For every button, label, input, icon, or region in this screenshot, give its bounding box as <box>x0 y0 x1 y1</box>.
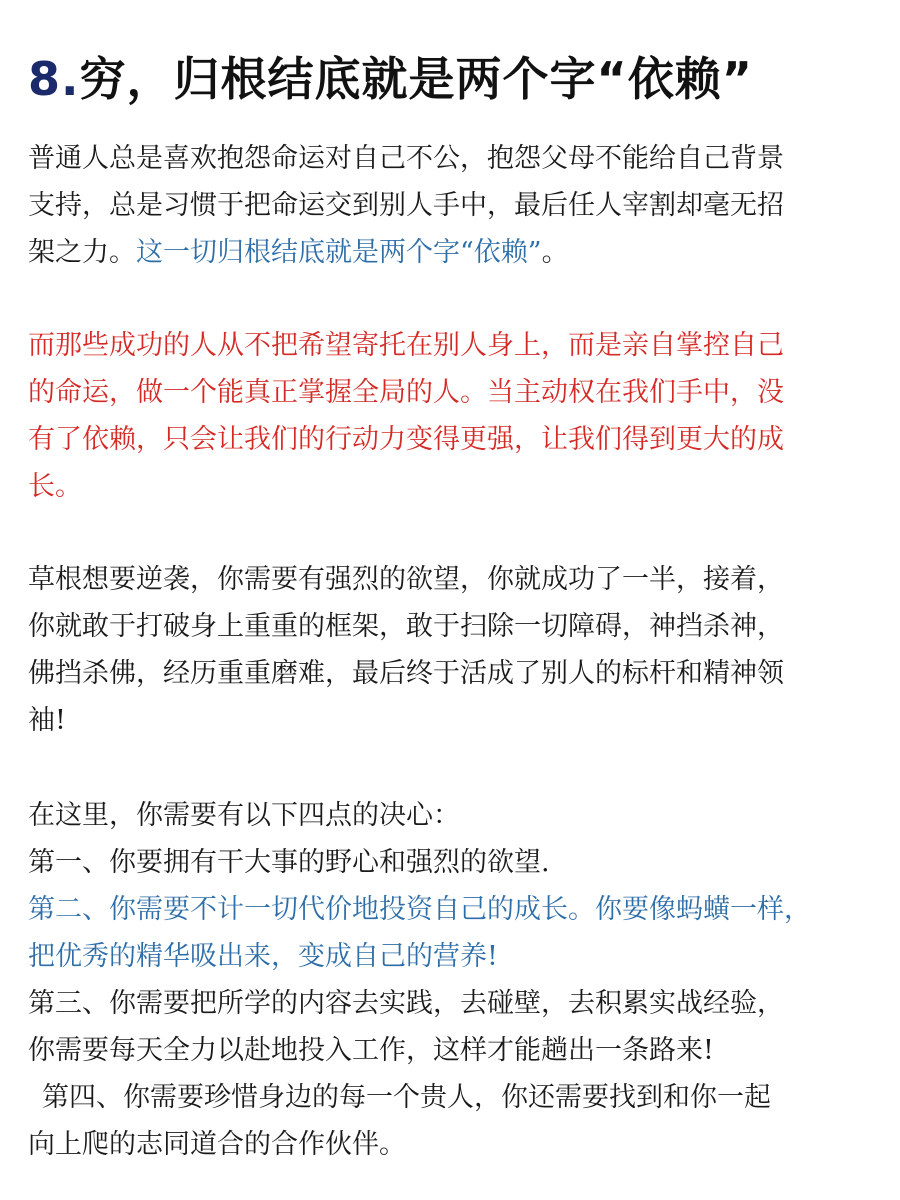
points-intro: 在这里，你需要有以下四点的决心： <box>28 800 460 831</box>
paragraph-line: 有了依赖，只会让我们的行动力变得更强，让我们得到更大的成 <box>28 424 784 455</box>
point-one: 第一、你要拥有干大事的野心和强烈的欲望. <box>28 847 550 878</box>
point-two-line: 把优秀的精华吸出来，变成自己的营养! <box>28 941 498 972</box>
paragraph-line: 佛挡杀佛，经历重重磨难，最后终于活成了别人的标杆和精神领 <box>28 658 784 689</box>
paragraph-line: 普通人总是喜欢抱怨命运对自己不公，抱怨父母不能给自己背景 <box>28 143 784 174</box>
paragraph-text: 。 <box>541 237 569 268</box>
paragraph-complaints <box>28 135 878 276</box>
paragraph-line: 支持，总是习惯于把命运交到别人手中，最后任人宰割却毫无招 <box>28 190 784 221</box>
page-title <box>28 44 753 114</box>
point-four-line: 第四、你需要珍惜身边的每一个贵人，你还需要找到和你一起 <box>42 1082 771 1113</box>
paragraph-four-points <box>28 792 878 1168</box>
paragraph-line: 袖! <box>28 705 66 736</box>
point-four-line: 向上爬的志同道合的合作伙伴。 <box>28 1129 406 1160</box>
point-three-line: 第三、你需要把所学的内容去实践，去碰壁，去积累实战经验， <box>28 988 784 1019</box>
paragraph-line: 而那些成功的人从不把希望寄托在别人身上，而是亲自掌控自己 <box>28 330 784 361</box>
paragraph-grassroots <box>28 556 878 744</box>
title-text: 穷，归根结底就是两个字“依赖” <box>79 52 753 106</box>
paragraph-success-red <box>28 322 878 510</box>
paragraph-line-mixed <box>28 229 878 276</box>
paragraph-line: 草根想要逆袭，你需要有强烈的欲望，你就成功了一半，接着， <box>28 564 784 595</box>
point-three-line: 你需要每天全力以赴地投入工作，这样才能趟出一条路来! <box>28 1035 714 1066</box>
title-number: 8. <box>28 52 80 106</box>
point-two-line: 第二、你需要不计一切代价地投资自己的成长。你要像蚂蟥一样， <box>28 894 811 925</box>
paragraph-line: 你就敢于打破身上重重的框架，敢于扫除一切障碍，神挡杀神， <box>28 611 784 642</box>
highlight-text-blue: 这一切归根结底就是两个字“依赖” <box>136 237 542 268</box>
paragraph-line: 长。 <box>28 471 82 502</box>
paragraph-line: 的命运，做一个能真正掌握全局的人。当主动权在我们手中，没 <box>28 377 784 408</box>
paragraph-text: 架之力。 <box>28 237 136 268</box>
